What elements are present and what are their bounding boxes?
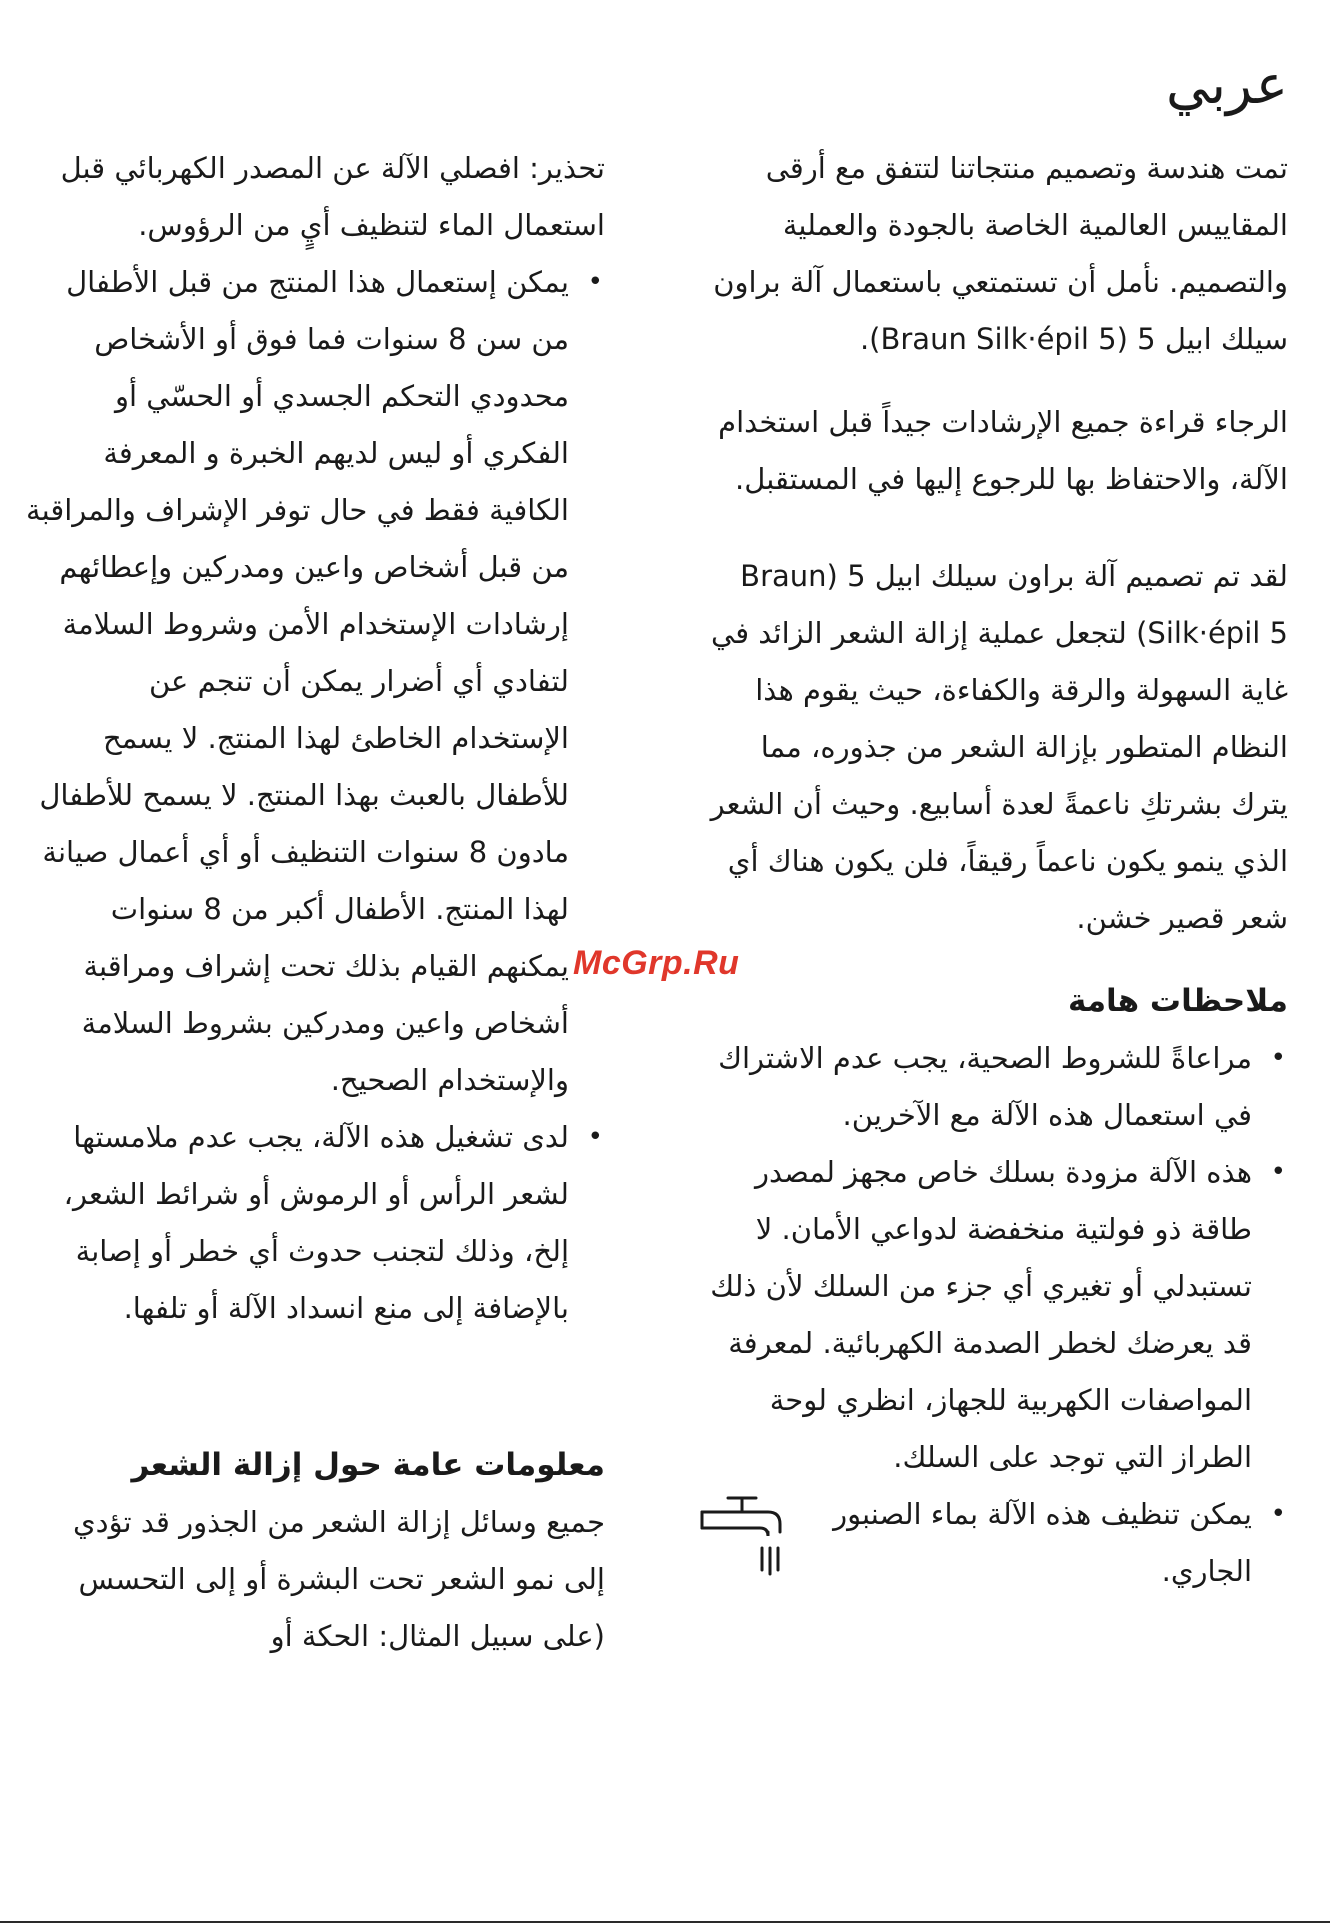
notes-list <box>698 1030 1288 1600</box>
warning-paragraph: تحذير: افصلي الآلة عن المصدر الكهربائي قبل استعمال الماء لتنظيف أيٍ من الرؤوس. <box>60 151 605 242</box>
design-paragraph: لقد تم تصميم آلة براون سيلك ابيل 5 (Braun Silk·épil 5) لتجعل عملية إزالة الشعر الزائد في غاية السهولة والرقة والكفاءة، حيث يقوم هذا النظام المتطور بإزالة الشعر من جذوره، مما يترك بشرتكِ ناعمةً لعدة أسابيع. وحيث أن الشعر الذي ينمو يكون ناعماً رقيقاً، فلن يكون هناك أي شعر قصير خشن. <box>710 559 1288 935</box>
safety-list <box>25 254 605 1337</box>
general-info-heading: معلومات عامة حول إزالة الشعر <box>131 1447 605 1483</box>
left-column <box>25 140 605 1665</box>
page-title: عربي <box>1165 53 1288 116</box>
note-item-hygiene: • مراعاةً للشروط الصحية، يجب عدم الاشتراك في استعمال هذه الآلة مع الآخرين. <box>698 1030 1288 1144</box>
note-item-cord: • هذه الآلة مزودة بسلك خاص مجهز لمصدر طاقة ذو فولتية منخفضة لدواعي الأمان. لا تستبدلي أو تغيري أي جزء من السلك لأن ذلك قد يعرضك لخطر الصدمة الكهربائية. لمعرفة المواصفات الكهربية للجهاز، انظري لوحة الطراز التي توجد على السلك. <box>698 1144 1288 1486</box>
general-info-paragraph: جميع وسائل إزالة الشعر من الجذور قد تؤدي إلى نمو الشعر تحت البشرة أو إلى التحسس (على سبيل المثال: الحكة أو <box>72 1505 605 1653</box>
watermark: McGrp.Ru <box>573 944 740 982</box>
intro-paragraph: تمت هندسة وتصميم منتجاتنا لتتفق مع أرقى المقاييس العالمية الخاصة بالجودة والعملية والتصميم. نأمل أن تستمتعي باستعمال آلة براون سيلك ابيل 5 (Braun Silk·épil 5). <box>713 151 1288 356</box>
right-column <box>698 140 1288 1600</box>
read-instructions-paragraph: الرجاء قراءة جميع الإرشادات جيداً قبل استخدام الآلة، والاحتفاظ بها للرجوع إليها في المستقبل. <box>718 405 1288 496</box>
notes-heading: ملاحظات هامة <box>1068 983 1288 1019</box>
bottom-divider <box>0 1921 1330 1923</box>
safety-item-children: • يمكن إستعمال هذا المنتج من قبل الأطفال من سن 8 سنوات فما فوق أو الأشخاص محدودي التحكم الجسدي أو الحسّي أو الفكري أو ليس لديهم الخبرة و المعرفة الكافية فقط في حال توفر الإشراف والمراقبة من قبل أشخاص واعين ومدركين وإعطائهم إرشادات الإستخدام الأمن وشروط السلامة لتفادي أي أضرار يمكن أن تنجم عن الإستخدام الخاطئ لهذا المنتج. لا يسمح للأطفال بالعبث بهذا المنتج. لا يسمح للأطفال مادون 8 سنوات التنظيف أو أي أعمال صيانة لهذا المنتج. الأطفال أكبر من 8 سنوات يمكنهم القيام بذلك تحت إشراف ومراقبة أشخاص واعين ومدركين بشروط السلامة والإستخدام الصحيح. <box>25 254 605 1109</box>
safety-item-hair: • لدى تشغيل هذه الآلة، يجب عدم ملامستها لشعر الرأس أو الرموش أو شرائط الشعر، إلخ، وذلك لتجنب حدوث أي خطر أو إصابة بالإضافة إلى منع انسداد الآلة أو تلفها. <box>25 1109 605 1337</box>
faucet-icon <box>698 1492 788 1588</box>
note-item-washable <box>698 1486 1288 1600</box>
note-washable-text: • يمكن تنظيف هذه الآلة بماء الصنبور الجاري. <box>833 1497 1252 1588</box>
